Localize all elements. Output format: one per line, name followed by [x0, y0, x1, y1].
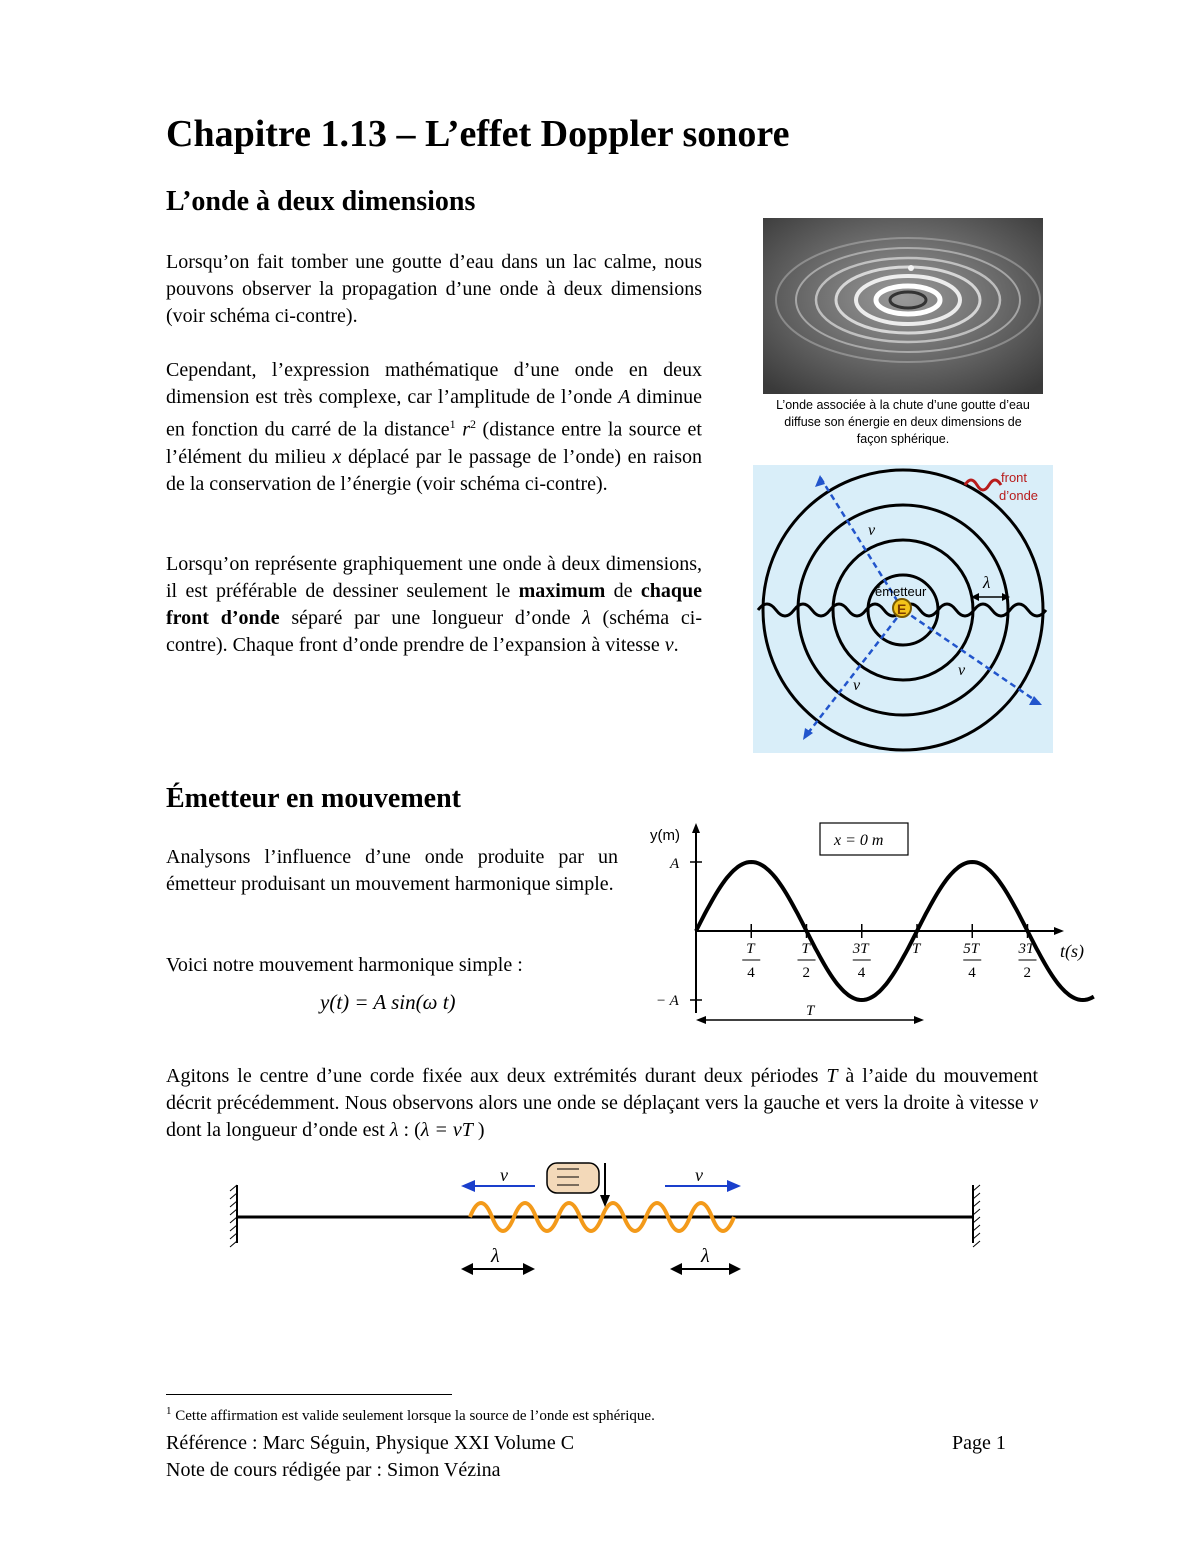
- lambda-right-label: λ: [701, 1245, 710, 1267]
- front-label: d’onde: [999, 488, 1039, 503]
- footnote-ref: 1: [449, 417, 456, 431]
- lambda-left-arrow: [461, 1263, 473, 1275]
- position-box: x = 0 m: [834, 832, 884, 849]
- string-diagram: [225, 1155, 990, 1285]
- footer-author: Note de cours rédigée par : Simon Vézina: [166, 1459, 501, 1481]
- x-tick-denominator: 4: [747, 965, 755, 981]
- lambda-right-arrow: [670, 1263, 682, 1275]
- v-label: v: [868, 522, 876, 539]
- section-heading-moving-emitter: Émetteur en mouvement: [166, 783, 461, 814]
- hand-icon: [547, 1163, 599, 1193]
- right-velocity-arrow: [727, 1180, 741, 1192]
- x-tick-label: T: [801, 941, 810, 957]
- x-tick-label: 3T: [1018, 941, 1035, 957]
- v-label: v: [958, 662, 966, 679]
- paragraph-harmonic-intro: Voici notre mouvement harmonique simple :: [166, 954, 523, 976]
- sine-graph: [640, 815, 1100, 1025]
- x-axis-label: t(s): [1060, 941, 1084, 961]
- left-velocity-arrow: [461, 1180, 475, 1192]
- footer-page: Page 1: [952, 1432, 1006, 1454]
- x-tick-denominator: 4: [968, 965, 976, 981]
- x-tick-label: T: [912, 941, 921, 957]
- paragraph-amplitude: Cependant, l’expression mathématique d’une onde en deux dimension est très complexe, car l’amplitude de l’onde A diminue en fonction du carré de la distance$^1$ $r^2$ (distance entre la source et l’élément du milieu x déplacé par le passage de l’onde) en raison de la conservation de l’énergie (voir schéma ci-contre).: [166, 359, 703, 495]
- x-tick-denominator: 2: [1023, 965, 1031, 981]
- footnote-rule: [166, 1394, 452, 1395]
- page-title: Chapitre 1.13 – L’effet Doppler sonore: [166, 113, 790, 155]
- paragraph-harmonic: Analysons l’influence d’une onde produite par un émetteur produisant un mouvement harmonique simple.: [166, 846, 618, 895]
- lambda-label: λ: [983, 573, 991, 592]
- y-axis-label: y(m): [650, 827, 680, 844]
- x-tick-denominator: 4: [857, 965, 866, 981]
- v-label: v: [853, 677, 861, 694]
- v-left-label: v: [500, 1165, 508, 1185]
- x-tick-denominator: 2: [802, 965, 810, 981]
- x-tick-label: 3T: [852, 941, 869, 957]
- emitter-label: émetteur: [875, 584, 927, 599]
- photo-caption: L’onde associée à la chute d’une goutte d’eau diffuse son énergie en deux dimensions de façon sphérique.: [776, 398, 1030, 446]
- paragraph-drop: Lorsqu’on fait tomber une goutte d’eau dans un lac calme, nous pouvons observer la propagation d’une onde à deux dimensions (voir schéma ci-contre).: [166, 251, 702, 327]
- x-tick-label: 5T: [963, 941, 980, 957]
- minus-amplitude-label: − A: [656, 993, 679, 1009]
- footnote: $^1$ Cette affirmation est valide seulement lorsque la source de l’onde est sphérique.: [166, 1405, 655, 1424]
- x-tick-label: T: [746, 941, 755, 957]
- period-label: T: [806, 1003, 815, 1019]
- wavefront-diagram: [753, 465, 1053, 753]
- emitter-letter: E: [897, 601, 907, 617]
- lambda-left-label: λ: [491, 1245, 500, 1267]
- amplitude-label: A: [670, 856, 680, 872]
- section-heading-2d-wave: L’onde à deux dimensions: [166, 186, 476, 217]
- equation-shm: y(t) = A sin(ω t): [320, 990, 456, 1014]
- front-label: front: [1001, 470, 1028, 485]
- paragraph-string: Agitons le centre d’une corde fixée aux deux extrémités durant deux périodes T à l’aide du mouvement décrit précédemment. Nous observons alors une onde se déplaçant vers la gauche et vers la droite à vitesse v dont la longueur d’onde est λ : (λ = vT ): [166, 1065, 1039, 1141]
- footer-reference: Référence : Marc Séguin, Physique XXI Volume C: [166, 1432, 575, 1454]
- paragraph-wavefront: Lorsqu’on représente graphiquement une onde à deux dimensions, il est préférable de dessiner seulement le maximum de chaque front d’onde séparé par une longueur d’onde λ (schéma ci-contre). Chaque front d’onde prendre de l’expansion à vitesse v.: [166, 553, 702, 656]
- v-right-label: v: [695, 1165, 703, 1185]
- water-drop-photo: [763, 218, 1043, 394]
